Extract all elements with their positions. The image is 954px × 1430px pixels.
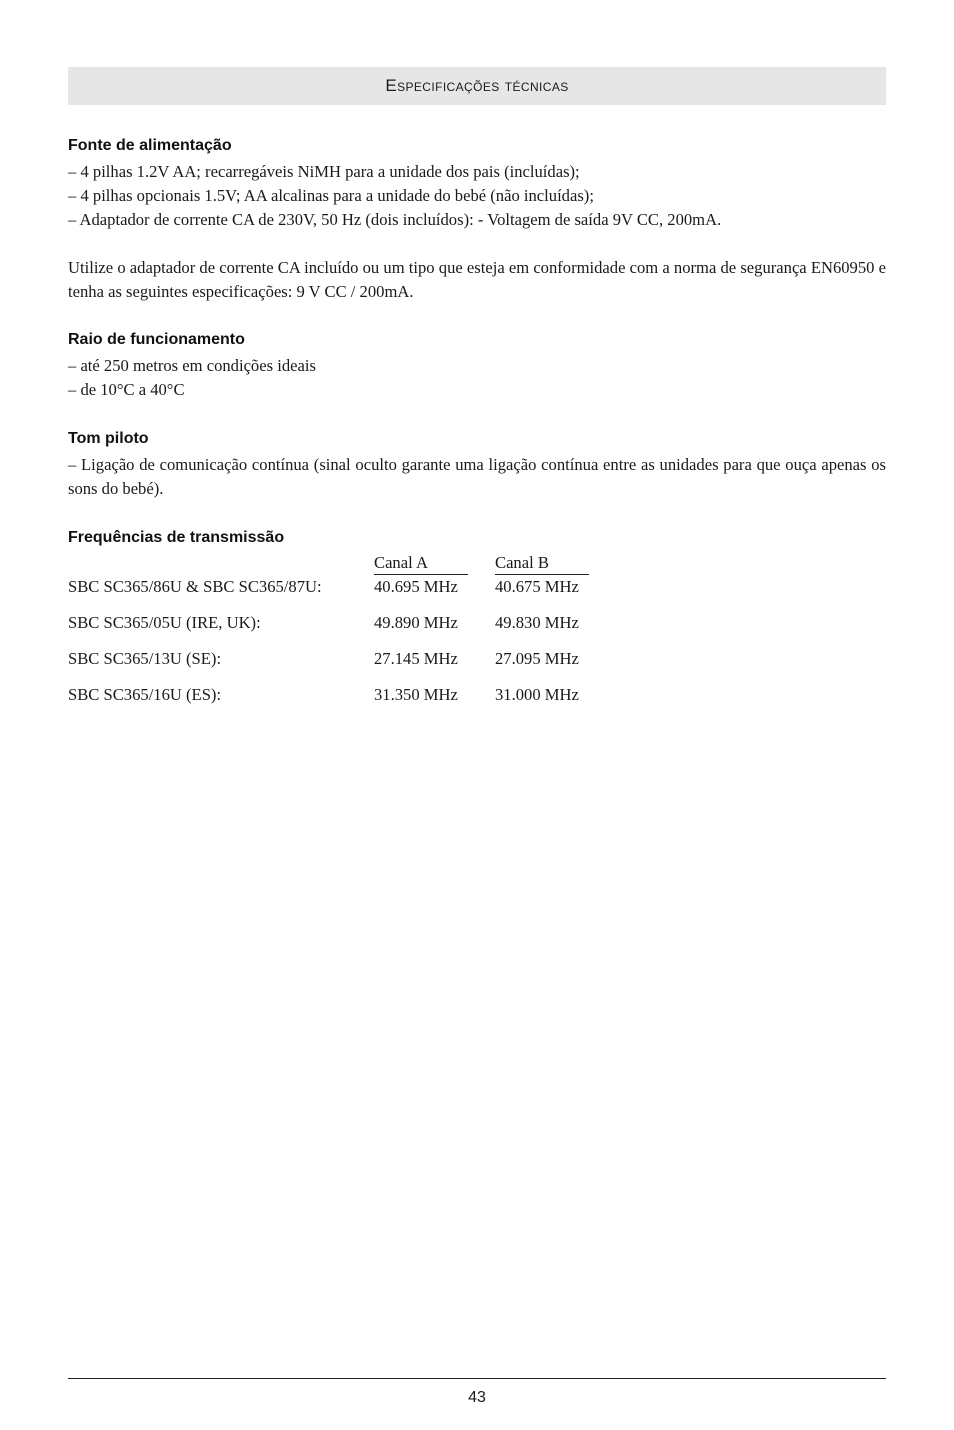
frequency-channel-b: 49.830 MHz [495,613,579,632]
pilot-text: – Ligação de comunicação contínua (sinal oculto garante uma ligação contínua entre as unidades para que ouça apenas os sons do bebé). [68,455,886,498]
frequency-model: SBC SC365/05U (IRE, UK): [68,613,261,632]
frequency-channel-a: 27.145 MHz [374,649,458,668]
column-header-channel-b: Canal B [495,553,589,575]
range-heading: Raio de funcionamento [68,331,245,348]
frequency-model: SBC SC365/13U (SE): [68,649,222,668]
section-title-bar [68,67,886,105]
page-number: 43 [468,1389,486,1406]
power-heading: Fonte de alimentação [68,137,232,154]
frequency-channel-b: 31.000 MHz [495,685,579,704]
frequencies-heading: Frequências de transmissão [68,529,285,546]
frequency-channel-a: 49.890 MHz [374,613,458,632]
power-item: – 4 pilhas opcionais 1.5V; AA alcalinas para a unidade do bebé (não incluídas); [68,186,594,205]
range-item: – de 10°C a 40°C [68,380,185,399]
frequency-model: SBC SC365/16U (ES): [68,685,222,704]
power-item: – 4 pilhas 1.2V AA; recarregáveis NiMH para a unidade dos pais (incluídas); [68,162,580,181]
power-note: Utilize o adaptador de corrente CA incluído ou um tipo que esteja em conformidade com a norma de segurança EN60950 e tenha as seguintes especificações: 9 V CC / 200mA. [68,258,886,301]
frequency-channel-b: 27.095 MHz [495,649,579,668]
frequency-channel-a: 31.350 MHz [374,685,458,704]
footer-divider [68,1378,886,1379]
column-header-channel-a: Canal A [374,553,468,575]
power-item: – Adaptador de corrente CA de 230V, 50 Hz (dois incluídos): - Voltagem de saída 9V CC, 200mA. [68,210,722,229]
range-item: – até 250 metros em condições ideais [68,356,316,375]
frequency-channel-b: 40.675 MHz [495,577,579,596]
frequency-model: SBC SC365/86U & SBC SC365/87U: [68,577,322,596]
section-title: Especificações técnicas [385,76,569,95]
frequency-channel-a: 40.695 MHz [374,577,458,596]
pilot-heading: Tom piloto [68,430,149,447]
